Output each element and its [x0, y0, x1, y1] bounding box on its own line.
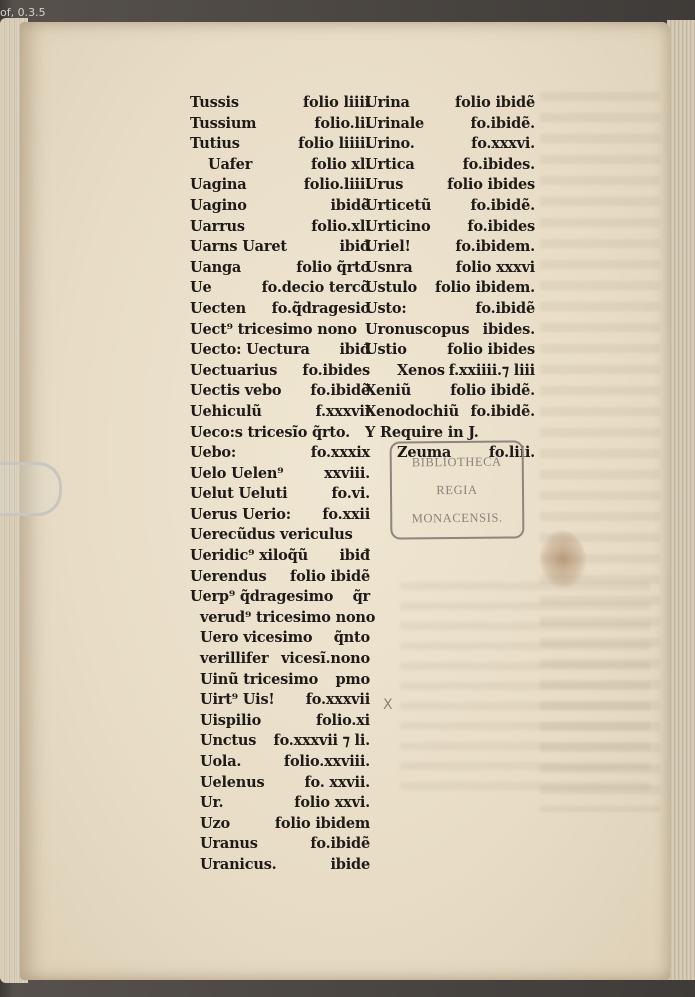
folio-reference: fo.liii.: [488, 444, 535, 462]
index-entry: [190, 587, 370, 608]
index-term: Uinũ tricesimo: [200, 670, 319, 688]
folio-reference: folio liiii.: [298, 135, 370, 153]
index-entry: [365, 340, 535, 361]
index-entry: [190, 628, 370, 649]
index-entry: [365, 381, 535, 402]
folio-reference: folio.xxviii.: [283, 753, 370, 770]
library-stamp: [390, 440, 525, 539]
index-term: Uagino: [190, 196, 247, 214]
index-term: Zeuma: [397, 444, 452, 462]
index-term: Uarns Uaret: [190, 238, 287, 256]
folio-reference: fo.xxxvii ⁊ li.: [273, 732, 370, 750]
folio-reference: ibidẽ: [330, 196, 370, 214]
index-term: Uzo: [200, 814, 230, 832]
folio-reference: ibiđ: [339, 341, 370, 359]
folio-reference: fo.xxxvii: [305, 691, 370, 709]
index-entry: [190, 237, 370, 258]
folio-reference: ibiđ: [339, 547, 370, 565]
folio-reference: fo.ibides: [467, 217, 535, 235]
index-entry: [190, 505, 370, 526]
stamp-line-3: MONACENSIS.: [411, 510, 503, 526]
index-entry: [190, 320, 370, 341]
index-term: Uecto: Uectura: [190, 341, 310, 359]
index-term: Uirt⁹ Uis!: [200, 691, 275, 709]
index-term: Uerendus: [190, 567, 267, 585]
index-term: Usto:: [365, 299, 407, 317]
folio-reference: ibides.: [482, 320, 535, 338]
folio-reference: fo.ibidẽ.: [470, 196, 535, 214]
folio-reference: fo.ibides.: [462, 155, 535, 173]
index-term: Ur.: [200, 794, 224, 812]
index-term: Xenodochiũ: [365, 402, 459, 420]
folio-reference: f.xxiiii.⁊ liii: [448, 361, 535, 379]
folio-reference: folio ibidẽ: [290, 567, 370, 585]
index-entry: [190, 773, 370, 794]
folio-reference: fo.ibidem.: [455, 238, 535, 256]
folio-reference: folio xxvi.: [294, 794, 370, 812]
index-term: Uectuarius: [190, 361, 278, 379]
folio-reference: fo.xxii: [322, 505, 370, 523]
index-entry: [365, 196, 535, 217]
index-term: Xenos: [397, 361, 445, 379]
folio-reference: folio ibides: [447, 341, 535, 359]
index-term: Tussium: [190, 114, 257, 132]
index-entry: [365, 134, 535, 155]
index-term: Urinale: [365, 114, 425, 132]
index-term: Uagina: [190, 176, 247, 194]
index-entry: [190, 134, 370, 155]
index-term: Uarrus: [190, 217, 245, 235]
index-term: verillifer: [200, 650, 269, 668]
index-entry: [190, 711, 370, 732]
folio-reference: xxviii.: [324, 464, 370, 482]
index-entry: [190, 834, 370, 855]
index-term: Ueco:s tricesĩo q̃rto.: [190, 423, 350, 441]
index-entry: [190, 381, 370, 402]
index-entry: [190, 217, 370, 238]
index-term: Tussis: [190, 94, 239, 111]
index-entry: [190, 670, 370, 691]
index-term: Urina: [365, 94, 410, 111]
book-clip-icon: [0, 462, 62, 516]
index-term: Uafer: [208, 155, 253, 173]
index-term: Urus: [365, 176, 404, 194]
index-entry: [190, 402, 370, 423]
page-stack-right-edge: [667, 20, 695, 980]
folio-reference: ibide: [330, 855, 370, 873]
index-entry: [190, 155, 370, 176]
index-term: Ustio: [365, 341, 407, 359]
index-entry: [190, 278, 370, 299]
index-entry: [365, 175, 535, 196]
index-entry: [190, 464, 370, 485]
index-term: Uelo Uelen⁹: [190, 464, 284, 482]
folio-reference: fo.xxxix: [310, 444, 370, 462]
index-entry: [190, 567, 370, 588]
margin-mark: X: [383, 697, 393, 713]
folio-reference: fo.q̃dragesio: [271, 299, 370, 317]
folio-reference: folio ibidẽ: [455, 94, 535, 111]
corner-scrap-text: of, 0.3.5: [0, 6, 46, 19]
index-term: Uelenus: [200, 773, 265, 791]
index-term: Uecten: [190, 299, 246, 317]
index-entry: [190, 814, 370, 835]
index-term: verud⁹ tricesimo nono: [200, 608, 376, 626]
index-entry: [365, 114, 535, 135]
index-entry: [365, 155, 535, 176]
folio-reference: vicesĩ.nono: [281, 650, 370, 668]
index-term: Uero vicesimo: [200, 629, 313, 647]
index-term: Uelut Ueluti: [190, 485, 288, 503]
folio-reference: fo. xxvii.: [304, 773, 370, 791]
folio-reference: fo.ibidẽ: [310, 382, 370, 400]
index-term: Tutius: [190, 135, 240, 153]
index-entry: [190, 175, 370, 196]
index-term: Unctus: [200, 732, 257, 750]
folio-reference: fo.ibidẽ: [310, 835, 370, 853]
index-entry: [190, 752, 370, 773]
index-entry: [190, 340, 370, 361]
index-term: Urino.: [365, 135, 415, 153]
index-entry: [190, 196, 370, 217]
index-entry: [365, 278, 535, 299]
index-entry: [190, 608, 376, 629]
index-entry: [190, 114, 370, 135]
index-term: Uebo:: [190, 444, 237, 462]
index-term: Uerp⁹ q̃dragesimo: [190, 588, 334, 606]
index-term: Uranicus.: [200, 855, 277, 873]
folio-reference: folio.xl.: [311, 217, 370, 235]
index-term: Ue: [190, 279, 212, 297]
folio-reference: folio.li.: [314, 114, 370, 132]
folio-reference: folio xxxvi: [455, 258, 535, 276]
folio-reference: folio.liii.: [303, 176, 370, 194]
index-entry: [190, 855, 370, 876]
index-entry: [365, 93, 535, 114]
index-term: Uispilio: [200, 711, 262, 729]
folio-reference: pmo: [335, 670, 370, 688]
index-entry: [190, 443, 370, 464]
index-term: Uriel!: [365, 238, 411, 256]
index-entry: [190, 423, 370, 444]
folio-reference: q̃r: [352, 588, 370, 606]
index-entry: [190, 258, 370, 279]
index-entry: [365, 217, 535, 238]
folio-reference: fo.xxxvi.: [471, 135, 535, 153]
index-entry: [190, 793, 370, 814]
index-term: Urticetũ: [365, 196, 432, 214]
index-entry: [190, 546, 370, 567]
index-entry: [190, 731, 370, 752]
stamp-line-2: REGIA: [436, 482, 478, 498]
index-term: Uronuscopus: [365, 320, 470, 338]
index-entry: [190, 361, 370, 382]
index-term: Uola.: [200, 753, 242, 770]
folio-reference: fo.ibidẽ.: [470, 114, 535, 132]
folio-reference: folio.xi: [316, 711, 370, 729]
folio-reference: folio liiii: [303, 94, 370, 111]
folio-reference: q̃nto: [333, 629, 370, 647]
index-term: Y Require in J.: [365, 423, 479, 441]
index-term: Uanga: [190, 258, 242, 276]
index-term: Urticino: [365, 217, 431, 235]
index-term: Uehiculũ: [190, 402, 262, 420]
index-entry: [190, 93, 370, 114]
folio-reference: folio ibidem.: [435, 279, 535, 297]
folio-reference: f.xxxvii: [315, 402, 370, 420]
index-entry: [190, 484, 370, 505]
index-column-left: [190, 93, 376, 876]
index-term: Ustulo: [365, 279, 418, 297]
index-entry: [190, 690, 370, 711]
index-term: Xeniũ: [365, 382, 412, 400]
index-term: Ueridic⁹ xiloq̃ũ: [190, 547, 308, 565]
folio-reference: fo.ibidẽ: [475, 299, 535, 317]
show-through-text-lower: [400, 582, 650, 792]
index-term: Uerecũdus vericulus: [190, 526, 353, 544]
index-entry: [365, 258, 535, 279]
index-entry: [190, 649, 370, 670]
folio-reference: fo.vi.: [331, 485, 370, 503]
index-term: Uerus Uerio:: [190, 505, 291, 523]
folio-reference: folio ibidem: [274, 814, 370, 832]
index-entry: [190, 525, 370, 546]
index-term: Uectis vebo: [190, 382, 282, 400]
folio-reference: fo.ibides: [302, 361, 370, 379]
index-term: Usnra: [365, 258, 413, 276]
index-entry: [365, 299, 535, 320]
index-entry: [190, 299, 370, 320]
folio-reference: ibiđ: [339, 238, 370, 256]
stamp-line-1: BIBLIOTHECA: [411, 454, 502, 470]
index-entry: [365, 361, 535, 382]
index-entry: [365, 320, 535, 341]
index-term: Uranus: [200, 835, 258, 853]
index-term: Uect⁹ tricesimo nono: [190, 320, 357, 338]
index-term: Urtica: [365, 155, 415, 173]
index-entry: [365, 237, 535, 258]
folio-reference: folio ibides: [447, 176, 535, 194]
folio-reference: fo.decio tercõ: [261, 279, 370, 297]
index-column-right: [365, 93, 535, 464]
folio-reference: folio ibidẽ.: [450, 382, 535, 400]
folio-reference: folio xl.: [310, 155, 370, 173]
folio-reference: folio q̃rto: [296, 258, 370, 276]
index-entry: [365, 402, 535, 423]
folio-reference: fo.ibidẽ.: [470, 402, 535, 420]
